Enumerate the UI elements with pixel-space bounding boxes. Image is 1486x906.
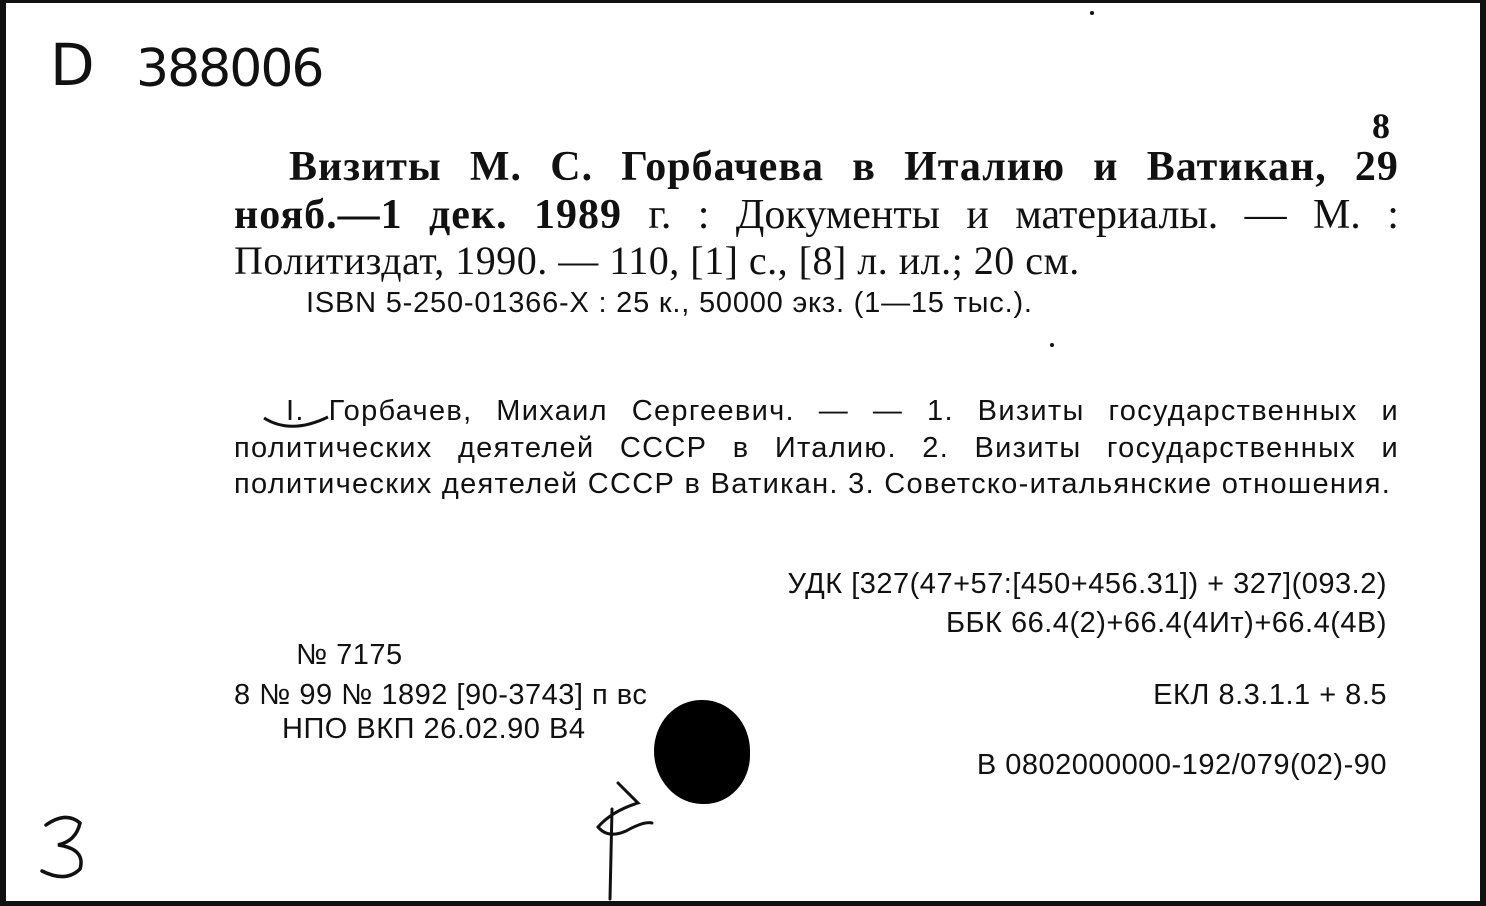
order-number: № 7175 <box>296 639 403 671</box>
handwritten-mark <box>598 783 652 899</box>
udk-line: УДК [327(47+57:[450+456.31]) + 327](093.2) <box>787 568 1387 600</box>
ink-speck <box>1050 343 1054 347</box>
title-word: Италию <box>904 144 1066 190</box>
record-word: Документы <box>735 192 940 238</box>
tracing-text: Горбачев, Михаил Сергеевич. — — 1. Визиты государственных и политических деятелей СССР в Италию. 2. Визиты государственных и политических деятелей СССР в Ватикан. 3. Советско-итальянские отношения. <box>234 395 1399 500</box>
title-word: 29 <box>1354 144 1399 190</box>
title-word: в <box>852 144 876 190</box>
ink-speck <box>1090 11 1094 15</box>
print-line: 8 № 99 № 1892 [90-3743] п вс <box>234 679 648 711</box>
handwritten-marks <box>6 3 1480 901</box>
isbn-line: ISBN 5-250-01366-X : 25 к., 50000 экз. (1—15 тыс.). <box>306 287 1033 319</box>
corner-number: 8 <box>1372 106 1390 146</box>
record-word: — <box>1244 192 1287 238</box>
npo-line: НПО ВКП 26.02.90 В4 <box>282 713 586 745</box>
bbk-line: ББК 66.4(2)+66.4(4Ит)+66.4(4В) <box>945 607 1387 639</box>
tracing-underline-curve <box>264 417 328 426</box>
handwritten-digit-3 <box>42 817 81 876</box>
title-word: М. <box>469 144 523 190</box>
record-word: материалы. <box>1015 192 1219 238</box>
title-word: и <box>1093 144 1119 190</box>
title-word: С. <box>550 144 594 190</box>
call-number-prefix: D <box>50 31 93 99</box>
title-word: Визиты <box>289 144 442 190</box>
date-part: 1989 <box>533 192 622 238</box>
record-word: : <box>1387 192 1399 238</box>
tracing-roman-numeral: I. <box>286 395 305 427</box>
title-word: Горбачева <box>621 144 824 190</box>
date-part: нояб.—1 <box>234 192 403 238</box>
record-word: и <box>966 192 989 238</box>
date-part: дек. <box>429 192 508 238</box>
imprint-line: Политиздат, 1990. — 110, [1] с., [8] л. ил.; 20 см. <box>234 238 1080 283</box>
ekl-line: ЕКЛ 8.3.1.1 + 8.5 <box>1153 679 1387 711</box>
title-word: Ватикан, <box>1146 144 1327 190</box>
record-word: : <box>697 192 710 238</box>
record-word: г. <box>648 192 672 238</box>
call-number: 388006 <box>136 39 323 99</box>
catalog-number-line: В 0802000000-192/079(02)-90 <box>976 749 1387 781</box>
record-word: М. <box>1312 192 1361 238</box>
